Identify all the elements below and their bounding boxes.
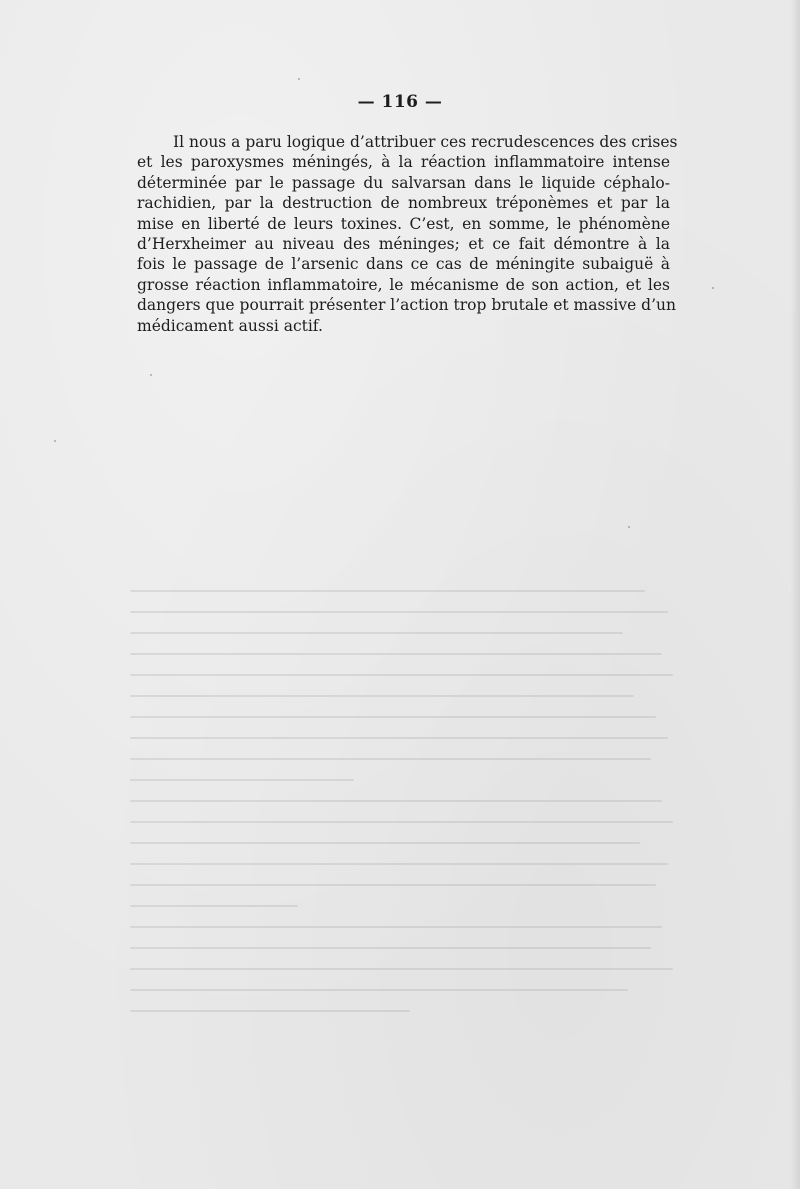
dust-speck bbox=[150, 374, 152, 376]
dust-speck bbox=[298, 78, 300, 80]
body-paragraph bbox=[137, 132, 678, 336]
text-line: mise en liberté de leurs toxines. C’est, en somme, le phénomène bbox=[137, 214, 670, 233]
dust-speck bbox=[712, 287, 714, 289]
text-line: grosse réaction inflammatoire, le mécanisme de son action, et les bbox=[137, 275, 670, 294]
dust-speck bbox=[54, 440, 56, 442]
text-line: médicament aussi actif. bbox=[137, 316, 323, 335]
text-line: déterminée par le passage du salvarsan dans le liquide céphalo- bbox=[137, 173, 670, 192]
text-line: Il nous a paru logique d’attribuer ces recrudescences des crises bbox=[173, 133, 678, 151]
page-number: — 116 — bbox=[357, 92, 443, 112]
text-line: fois le passage de l’arsenic dans ce cas de méningite subaiguë à bbox=[137, 255, 670, 274]
text-line: et les paroxysmes méningés, à la réaction inflammatoire intense bbox=[137, 153, 670, 172]
text-line: d’Herxheimer au niveau des méninges; et ce fait démontre à la bbox=[137, 234, 670, 253]
text-line: rachidien, par la destruction de nombreux tréponèmes et par la bbox=[137, 194, 670, 213]
text-line: dangers que pourrait présenter l’action trop brutale et massive d’un bbox=[137, 296, 676, 315]
reverse-page-bleed-through bbox=[130, 590, 690, 1090]
dust-speck bbox=[628, 526, 630, 528]
page-edge-shadow bbox=[790, 0, 800, 1189]
